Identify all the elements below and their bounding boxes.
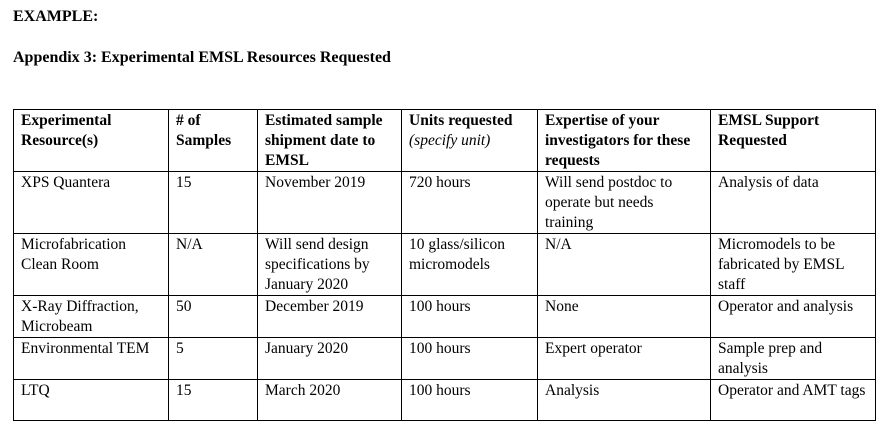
cell-samples: 5 xyxy=(169,338,258,380)
header-num-samples: # of Samples xyxy=(169,110,258,172)
example-label: EXAMPLE: xyxy=(13,8,99,25)
header-units-note: (specify unit) xyxy=(409,132,491,149)
cell-support: Operator and analysis xyxy=(711,296,876,338)
cell-samples: 15 xyxy=(169,172,258,234)
table-row xyxy=(14,172,876,234)
cell-units: 100 hours xyxy=(402,380,538,421)
header-units-requested: Units requested (specify unit) xyxy=(402,110,538,172)
cell-support: Micromodels to be fabricated by EMSL staff xyxy=(711,234,876,296)
table-row xyxy=(14,296,876,338)
cell-resource: XPS Quantera xyxy=(14,172,169,234)
cell-samples: N/A xyxy=(169,234,258,296)
cell-units: 100 hours xyxy=(402,338,538,380)
cell-samples: 50 xyxy=(169,296,258,338)
header-experimental-resource: Experimental Resource(s) xyxy=(14,110,169,172)
header-shipment-date: Estimated sample shipment date to EMSL xyxy=(258,110,402,172)
table-row xyxy=(14,234,876,296)
header-expertise: Expertise of your investigators for these requests xyxy=(538,110,711,172)
cell-expertise: None xyxy=(538,296,711,338)
cell-support: Sample prep and analysis xyxy=(711,338,876,380)
cell-resource: X-Ray Diffraction, Microbeam xyxy=(14,296,169,338)
cell-resource: Environmental TEM xyxy=(14,338,169,380)
cell-resource: LTQ xyxy=(14,380,169,421)
cell-expertise: Analysis xyxy=(538,380,711,421)
cell-expertise: Will send postdoc to operate but needs training xyxy=(538,172,711,234)
cell-units: 720 hours xyxy=(402,172,538,234)
cell-shipment-date: November 2019 xyxy=(258,172,402,234)
cell-units: 100 hours xyxy=(402,296,538,338)
cell-expertise: Expert operator xyxy=(538,338,711,380)
table-header-row xyxy=(14,110,876,172)
cell-shipment-date: Will send design specifications by January 2020 xyxy=(258,234,402,296)
cell-shipment-date: December 2019 xyxy=(258,296,402,338)
cell-expertise: N/A xyxy=(538,234,711,296)
cell-support: Analysis of data xyxy=(711,172,876,234)
cell-samples: 15 xyxy=(169,380,258,421)
table-row xyxy=(14,380,876,421)
cell-resource: Microfabrication Clean Room xyxy=(14,234,169,296)
cell-support: Operator and AMT tags xyxy=(711,380,876,421)
cell-units: 10 glass/silicon micromodels xyxy=(402,234,538,296)
cell-shipment-date: January 2020 xyxy=(258,338,402,380)
resources-table xyxy=(13,109,876,421)
appendix-title: Appendix 3: Experimental EMSL Resources Requested xyxy=(13,49,391,66)
table-row xyxy=(14,338,876,380)
cell-shipment-date: March 2020 xyxy=(258,380,402,421)
header-emsl-support: EMSL Support Requested xyxy=(711,110,876,172)
